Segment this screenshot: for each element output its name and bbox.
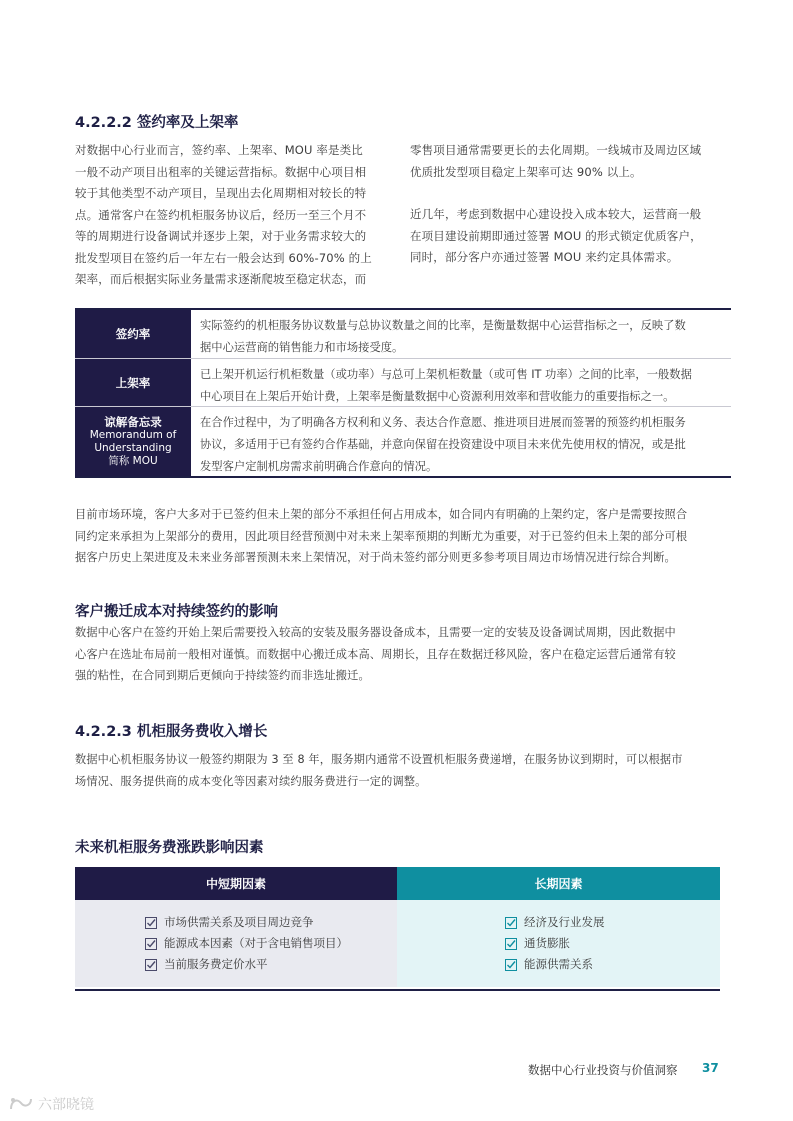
section-4223-paragraph: [75, 749, 735, 792]
term-sub-label: 简称 MOU: [108, 455, 158, 467]
checkbox-icon: [505, 959, 517, 971]
definition-row: [75, 359, 731, 407]
text-line: 已上架开机运行机柜数量（或功率）与总可上架机柜数量（或可售 IT 功率）之间的比率，一般数据: [200, 368, 692, 381]
definition-description: [192, 407, 731, 476]
checkbox-icon: [145, 959, 157, 971]
term-sub-label: Understanding: [94, 442, 172, 454]
right-column-paragraph-2: [410, 204, 730, 269]
factor-item: [75, 954, 397, 975]
text-line: 目前市场环境，客户大多对于已签约但未上架的部分不承担任何占用成本，如合同内有明确的上架约定，客户是需要按照合: [75, 508, 688, 521]
section-heading-4223: 4.2.2.3 机柜服务费收入增长: [75, 724, 268, 740]
right-column-paragraph-1: [410, 140, 730, 183]
term-label: 谅解备忘录: [104, 415, 162, 429]
long-term-column: [397, 900, 720, 987]
text-line: 优质批发型项目稳定上架率可达 90% 以上。: [410, 164, 642, 179]
text-line: 强的粘性，在合同到期后更倾向于持续签约而非选址搬迁。: [75, 669, 370, 682]
checkbox-icon: [145, 938, 157, 950]
factor-label: 当前服务费定价水平: [164, 957, 268, 971]
text-line: 近几年，考虑到数据中心建设投入成本较大，运营商一般: [410, 207, 702, 221]
text-line: 发型客户定制机房需求前明确合作意向的情况。: [200, 460, 438, 473]
migration-paragraph: [75, 622, 735, 687]
text-line: 数据中心机柜服务协议一般签约期限为 3 至 8 年，服务期内通常不设置机柜服务费递增，在服务协议到期时，可以根据市: [75, 753, 683, 766]
checkbox-icon: [505, 917, 517, 929]
text-line: 批发型项目在签约后一年左右一般会达到 60%-70% 的上: [75, 250, 372, 265]
text-line: 零售项目通常需要更长的去化周期。一线城市及周边区域: [410, 143, 702, 157]
definition-term: [75, 359, 192, 406]
short-term-column: [75, 900, 397, 987]
term-sub-label: Memorandum of: [89, 429, 177, 441]
factors-title: 未来机柜服务费涨跌影响因素: [75, 840, 264, 856]
text-line: 中心项目在上架后开始计费，上架率是衡量数据中心资源利用效率和营收能力的重要指标之一。: [200, 390, 675, 403]
watermark-text: 六部晓镜: [38, 1097, 94, 1113]
text-line: 据中心运营商的销售能力和市场接受度。: [200, 341, 404, 354]
watermark-logo-icon: [8, 1095, 34, 1113]
factor-item: [397, 933, 720, 954]
definition-row: [75, 310, 731, 359]
migration-heading: 客户搬迁成本对持续签约的影响: [75, 604, 278, 620]
definition-description: [192, 310, 731, 358]
text-line: 架率，而后根据实际业务量需求逐渐爬坡至稳定状态，而: [75, 272, 367, 286]
factor-label: 市场供需关系及项目周边竞争: [164, 915, 314, 929]
text-line: 场情况、服务提供商的成本变化等因素对续约服务费进行一定的调整。: [75, 774, 427, 788]
watermark: [8, 1094, 94, 1114]
text-line: 同约定来承担为上架部分的费用，因此项目经营预测中对未来上架率预期的判断尤为重要，对于已签约但未上架的部分可根: [75, 529, 688, 543]
factor-label: 通货膨胀: [524, 936, 570, 950]
text-line: 一般不动产项目出租率的关键运营指标。数据中心项目相: [75, 164, 367, 179]
factor-label: 能源供需关系: [524, 957, 593, 971]
text-line: 同时，部分客户亦通过签署 MOU 来约定具体需求。: [410, 250, 679, 264]
short-term-header: 中短期因素: [75, 867, 397, 900]
term-label: 签约率: [115, 327, 151, 341]
text-line: 在项目建设前期即通过签署 MOU 的形式锁定优质客户，: [410, 228, 702, 243]
text-line: 心客户在选址布局前一般相对谨慎。而数据中心搬迁成本高、周期长，且存在数据迁移风险，客户在稳定运营后通常有较: [75, 647, 676, 661]
text-line: 实际签约的机柜服务协议数量与总协议数量之间的比率，是衡量数据中心运营指标之一，反映了数: [200, 319, 686, 332]
factor-item: [397, 912, 720, 933]
footer-title: 数据中心行业投资与价值洞察: [528, 1063, 678, 1077]
left-column-paragraph: [75, 140, 387, 291]
text-line: 在合作过程中，为了明确各方权利和义务、表达合作意愿、推进项目进展而签署的预签约机柜服务: [200, 416, 686, 429]
factor-label: 经济及行业发展: [524, 915, 605, 929]
factors-header-row: [75, 867, 720, 900]
factor-item: [75, 912, 397, 933]
long-term-header: 长期因素: [397, 867, 720, 900]
definition-term: [75, 310, 192, 358]
definition-row: [75, 407, 731, 476]
checkbox-icon: [145, 917, 157, 929]
checkbox-icon: [505, 938, 517, 950]
page-number: 37: [702, 1061, 719, 1075]
definition-description: [192, 359, 731, 406]
definitions-table: [75, 308, 731, 478]
text-line: 点。通常客户在签约机柜服务协议后，经历一至三个月不: [75, 207, 367, 222]
text-line: 数据中心客户在签约开始上架后需要投入较高的安装及服务器设备成本，且需要一定的安装及设备调试周期，因此数据中: [75, 626, 676, 639]
factor-item: [75, 933, 397, 954]
text-line: 对数据中心行业而言，签约率、上架率、MOU 率是类比: [75, 143, 363, 157]
definition-term: [75, 407, 192, 476]
term-label: 上架率: [115, 375, 151, 390]
factor-label: 能源成本因素（对于含电销售项目）: [164, 936, 348, 950]
factors-table: [75, 867, 720, 991]
factor-item: [397, 954, 720, 975]
factors-body: [75, 900, 720, 987]
text-line: 协议，多适用于已有签约合作基础，并意向保留在投资建设中项目未来优先使用权的情况，或是批: [200, 438, 686, 451]
text-line: 等的周期进行设备调试并逐步上架，对于业务需求较大的: [75, 229, 367, 243]
market-paragraph: [75, 504, 735, 569]
text-line: 据客户历史上架进度及未来业务部署预测未来上架情况，对于尚未签约部分则更多参考项目周边市场情况进行综合判断。: [75, 551, 676, 564]
section-heading-4222: 4.2.2.2 签约率及上架率: [75, 115, 239, 131]
text-line: 较于其他类型不动产项目，呈现出去化周期相对较长的特: [75, 186, 367, 200]
